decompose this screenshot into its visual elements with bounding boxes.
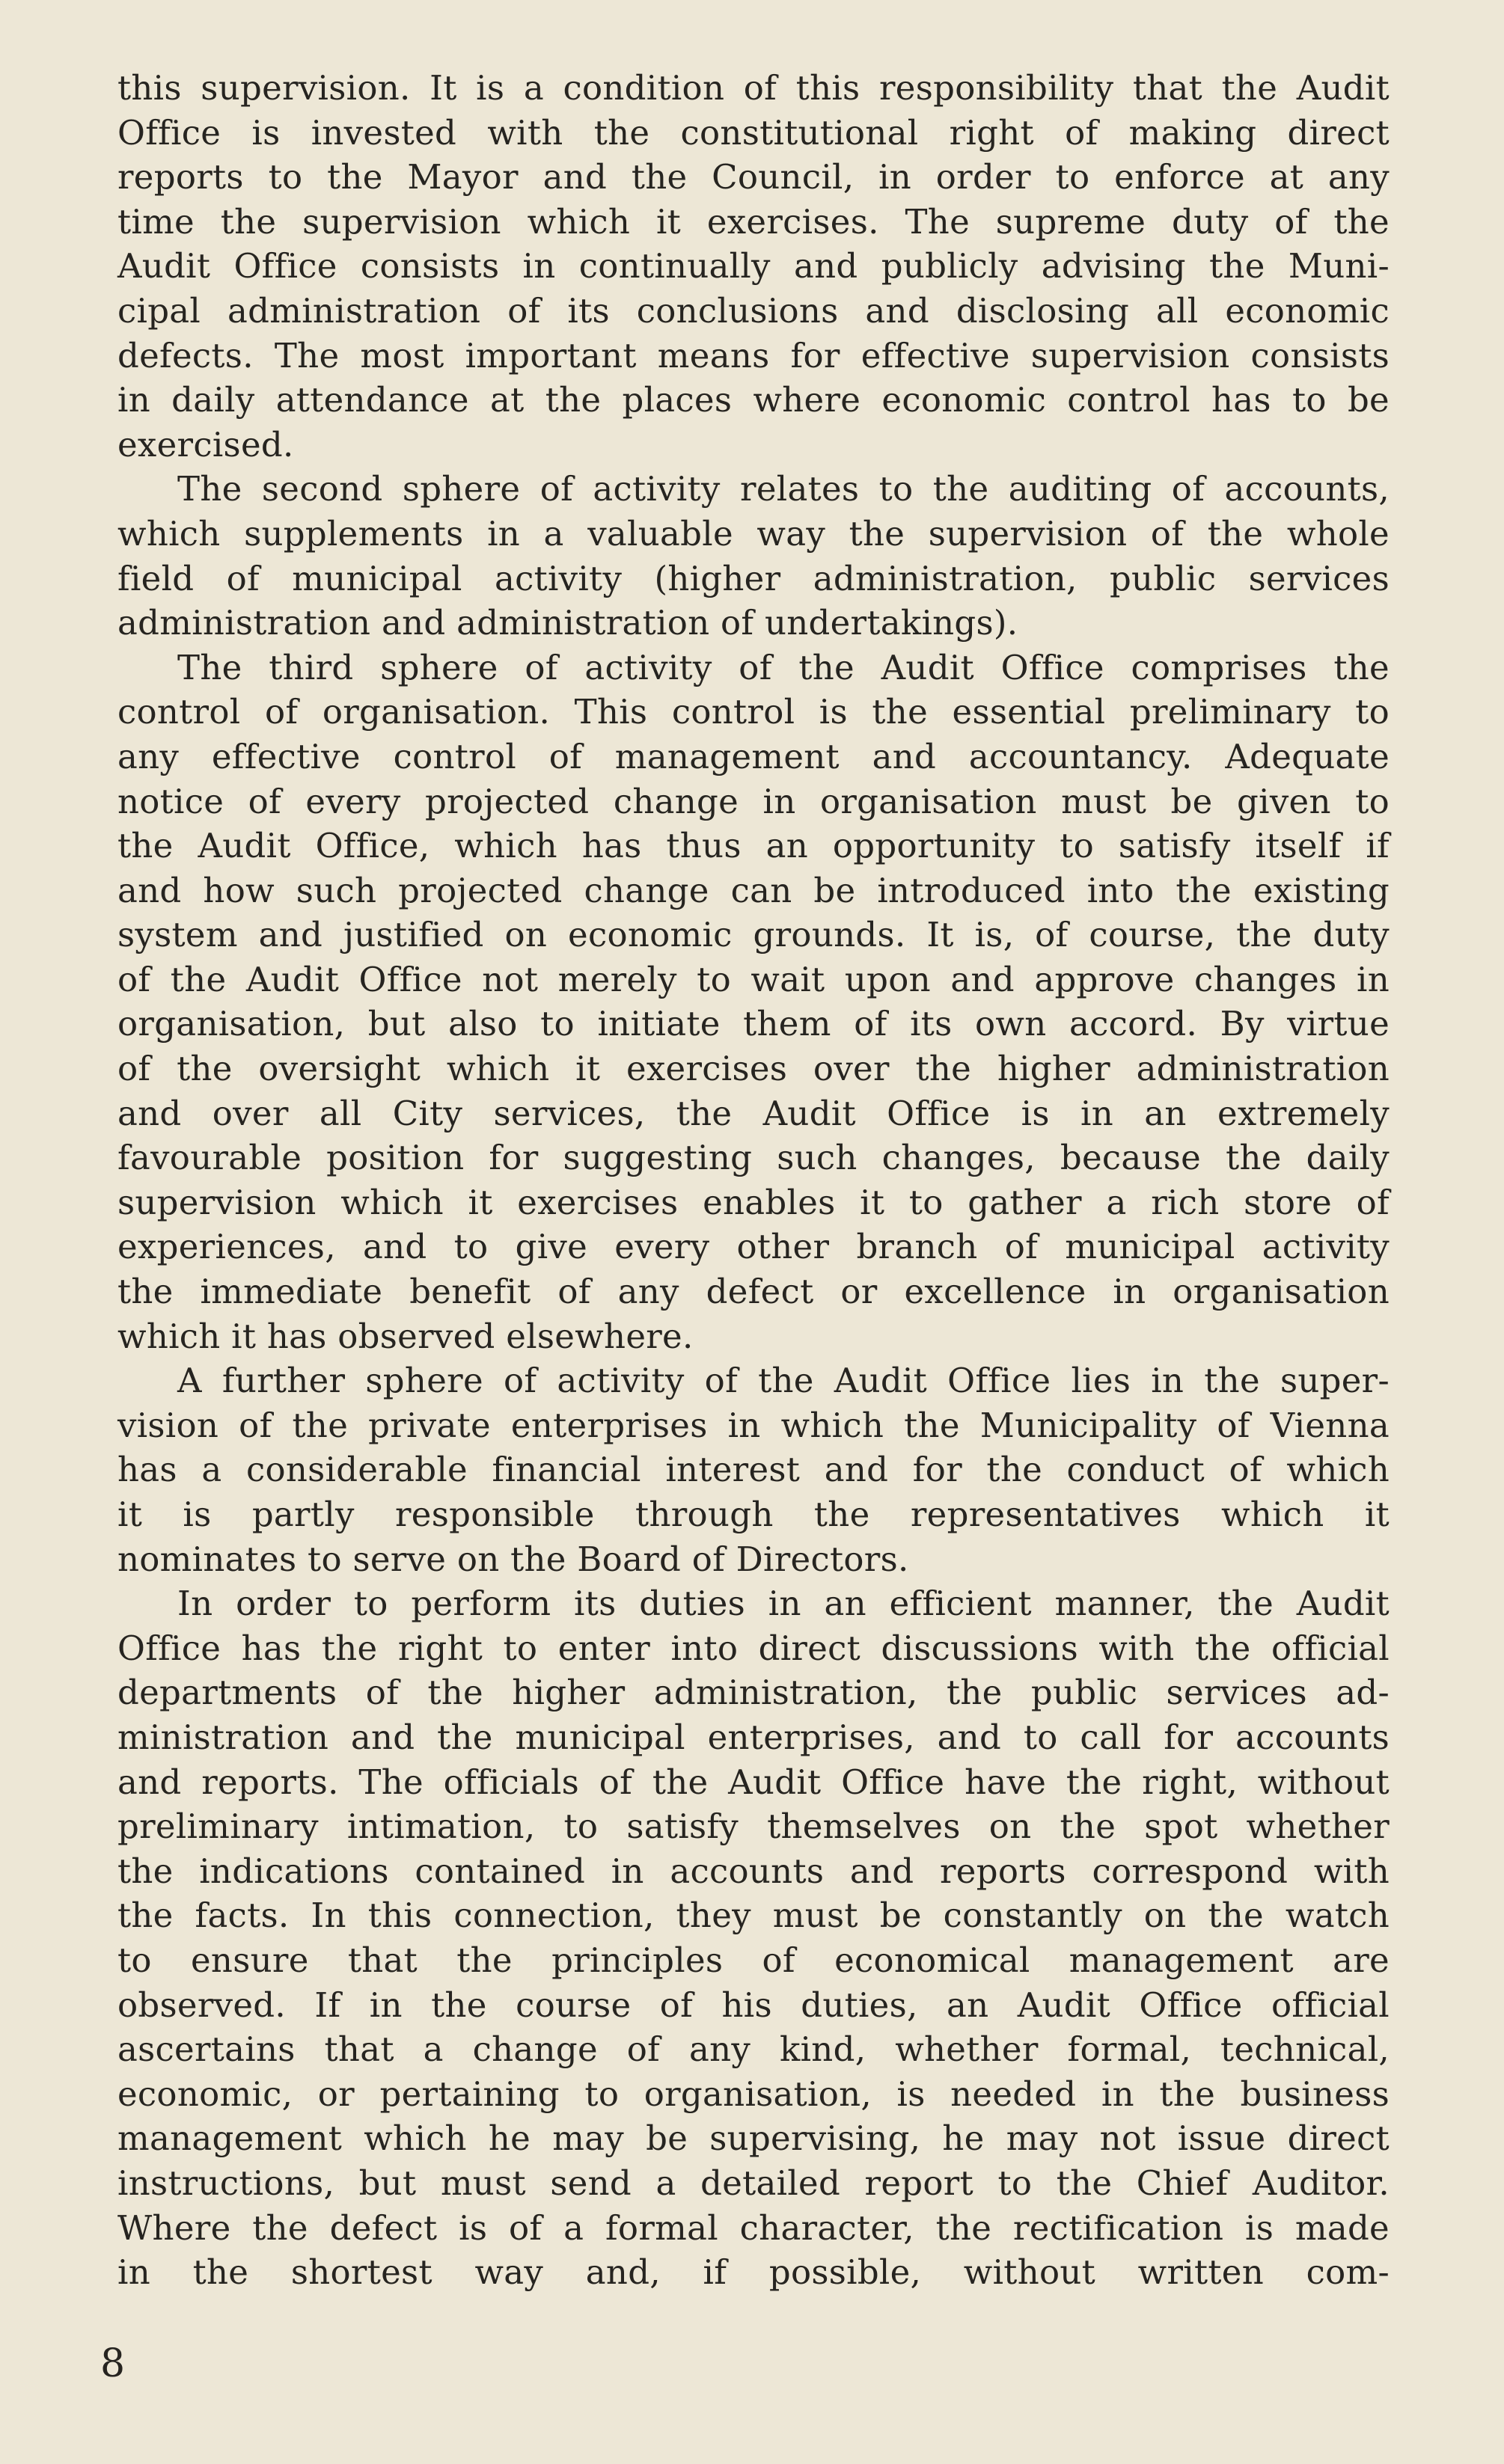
text-line: management which he may be supervising, he may not issue direct xyxy=(117,2118,1390,2159)
text-line: Audit Office consists in continually and publicly advising the Muni- xyxy=(117,246,1390,286)
text-line: system and justified on economic grounds. It is, of course, the duty xyxy=(117,915,1390,955)
text-line: and over all City services, the Audit Office is in an extremely xyxy=(117,1093,1390,1133)
text-line: vision of the private enterprises in which the Municipality of Vienna xyxy=(117,1405,1390,1445)
text-line: field of municipal activity (higher administration, public services xyxy=(117,558,1390,598)
text-line: favourable position for suggesting such changes, because the daily xyxy=(117,1138,1390,1178)
body-text xyxy=(117,66,1390,2295)
text-line: in daily attendance at the places where economic control has to be xyxy=(117,380,1390,420)
text-line: notice of every projected change in organisation must be given to xyxy=(117,781,1390,821)
text-line: the indications contained in accounts and reports correspond with xyxy=(117,1851,1390,1891)
text-line: economic, or pertaining to organisation, is needed in the business xyxy=(117,2074,1390,2114)
text-line: The third sphere of activity of the Audit Office comprises the xyxy=(177,647,1390,687)
text-line: In order to perform its duties in an efficient manner, the Audit xyxy=(177,1584,1390,1624)
paragraph-5 xyxy=(117,1581,1390,2295)
text-line: observed. If in the course of his duties, an Audit Office official xyxy=(117,1985,1390,2025)
text-line: Where the defect is of a formal character, the rectification is made xyxy=(117,2207,1390,2248)
text-line: time the supervision which it exercises. The supreme duty of the xyxy=(117,201,1390,242)
text-line: nominates to serve on the Board of Directors. xyxy=(117,1539,909,1579)
paragraph-1 xyxy=(117,66,1390,467)
text-line: defects. The most important means for effective supervision consists xyxy=(117,335,1390,376)
text-line: supervision which it exercises enables it to gather a rich store of xyxy=(117,1182,1390,1222)
text-line: the facts. In this connection, they must be constantly on the watch xyxy=(117,1895,1390,1936)
paragraph-4 xyxy=(117,1358,1390,1581)
paragraph-2 xyxy=(117,467,1390,645)
text-line: The second sphere of activity relates to the auditing of accounts, xyxy=(177,469,1390,509)
text-line: instructions, but must send a detailed report to the Chief Auditor. xyxy=(117,2163,1390,2203)
text-line: the Audit Office, which has thus an opportunity to satisfy itself if xyxy=(117,826,1390,866)
text-line: of the oversight which it exercises over the higher administration xyxy=(117,1049,1390,1089)
text-line: the immediate benefit of any defect or excellence in organisation xyxy=(117,1272,1390,1312)
text-line: this supervision. It is a condition of this responsibility that the Audit xyxy=(117,68,1390,108)
text-line: which supplements in a valuable way the supervision of the whole xyxy=(117,513,1390,554)
text-line: has a considerable financial interest and for the conduct of which xyxy=(117,1450,1390,1490)
text-line: departments of the higher administration, the public services ad- xyxy=(117,1673,1390,1713)
text-line: it is partly responsible through the representatives which it xyxy=(117,1495,1390,1534)
text-line: control of organisation. This control is the essential preliminary to xyxy=(117,692,1390,732)
text-line: and reports. The officials of the Audit Office have the right, without xyxy=(117,1762,1390,1802)
text-line: cipal administration of its conclusions and disclosing all economic xyxy=(117,290,1390,331)
paragraph-3 xyxy=(117,646,1390,1359)
text-line: and how such projected change can be introduced into the existing xyxy=(117,870,1390,910)
page-number: 8 xyxy=(100,2341,126,2386)
text-line: in the shortest way and, if possible, without written com- xyxy=(117,2252,1390,2293)
text-line: of the Audit Office not merely to wait upon and approve changes in xyxy=(117,959,1390,999)
text-line: exercised. xyxy=(117,424,294,465)
text-line: reports to the Mayor and the Council, in order to enforce at any xyxy=(117,157,1390,197)
text-line: Office is invested with the constitutional right of making direct xyxy=(117,112,1390,153)
text-line: which it has observed elsewhere. xyxy=(117,1316,694,1356)
text-line: any effective control of management and accountancy. Adequate xyxy=(117,736,1390,776)
text-line: preliminary intimation, to satisfy themselves on the spot whether xyxy=(117,1806,1390,1847)
text-line: ascertains that a change of any kind, whether formal, technical, xyxy=(117,2029,1390,2070)
text-line: administration and administration of undertakings). xyxy=(117,603,1018,643)
text-line: experiences, and to give every other branch of municipal activity xyxy=(117,1227,1390,1267)
text-line: Office has the right to enter into direct discussions with the official xyxy=(117,1628,1390,1668)
text-line: to ensure that the principles of economical management are xyxy=(117,1940,1390,1980)
text-line: A further sphere of activity of the Audit Office lies in the super- xyxy=(177,1361,1390,1401)
text-line: organisation, but also to initiate them of its own accord. By virtue xyxy=(117,1004,1390,1044)
text-line: ministration and the municipal enterprises, and to call for accounts xyxy=(117,1717,1390,1757)
